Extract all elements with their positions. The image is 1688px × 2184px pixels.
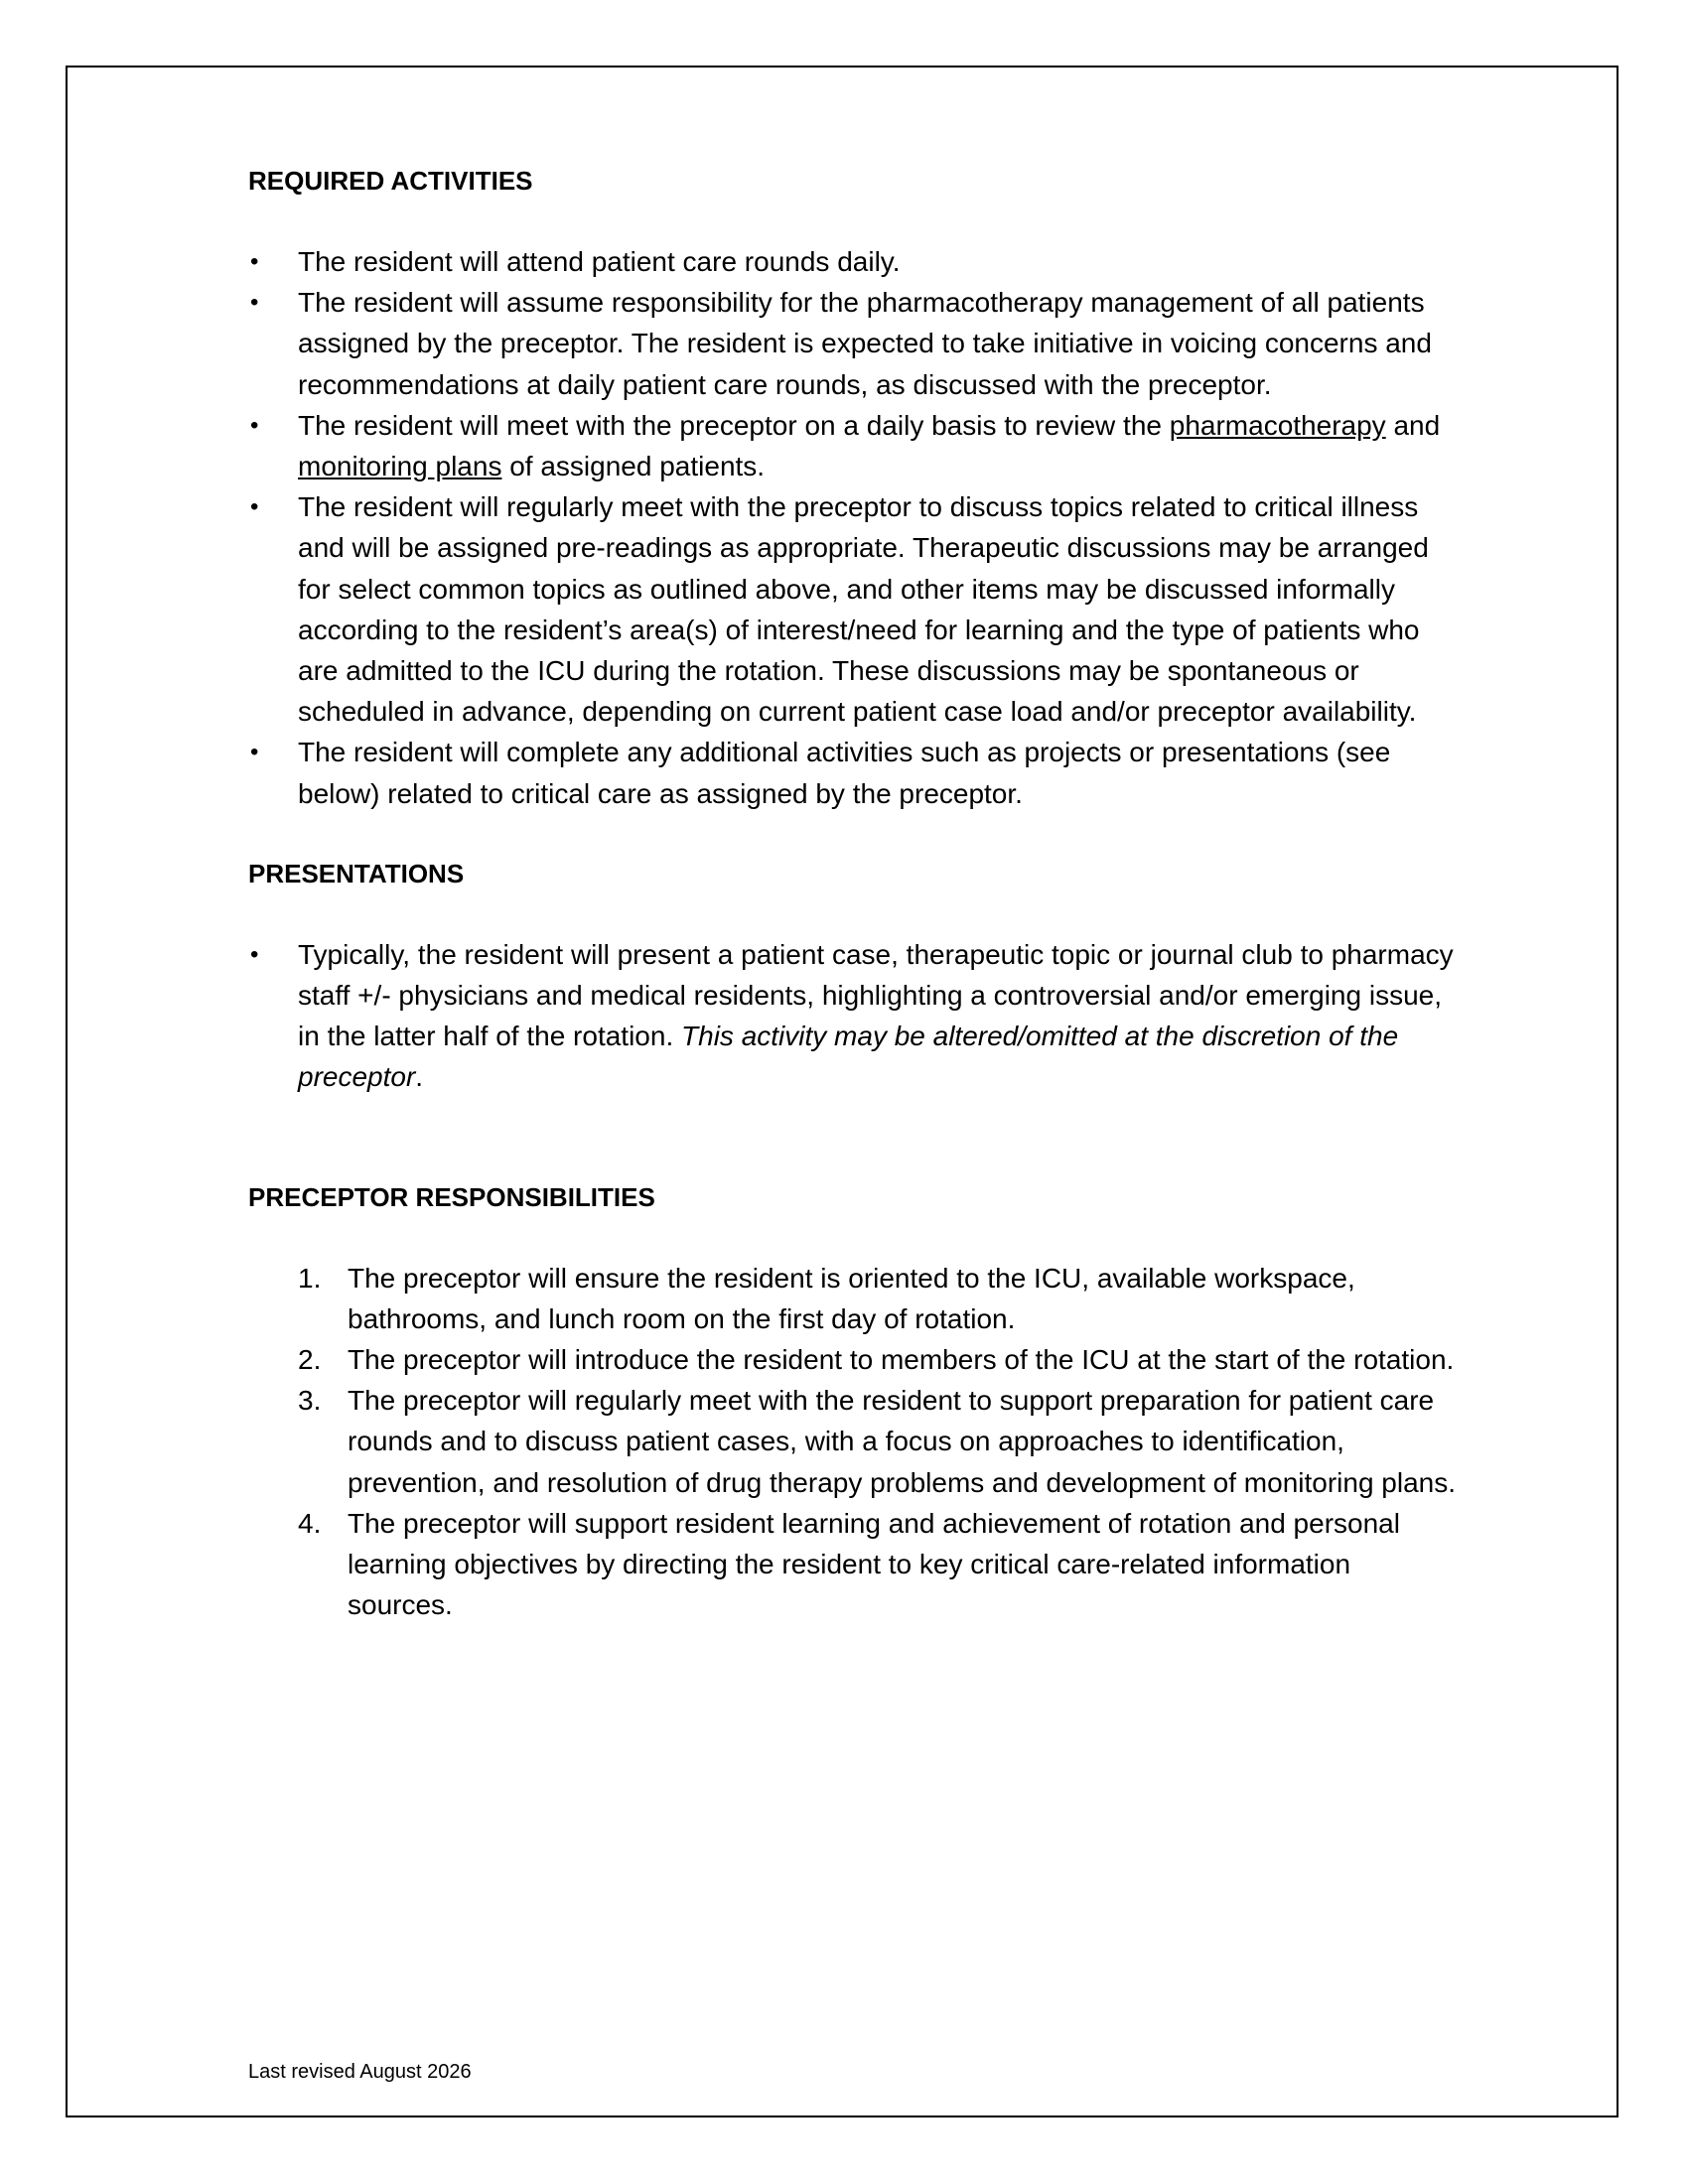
required-activities-list [248,241,1460,814]
bullet-icon: • [250,411,259,439]
required-activities-heading: REQUIRED ACTIVITIES [248,166,533,196]
bullet-icon: • [250,248,259,275]
bullet-icon: • [250,493,259,521]
list-item: 3. The preceptor will regularly meet with the resident to support preparation for patient care rounds and to discuss patient cases, with a focus on approaches to identification, prevention, and resolution of drug therapy problems and development of monitoring plans. [248,1380,1460,1503]
list-item: • The resident will complete any additional activities such as projects or presentations (see below) related to critical care as assigned by the preceptor. [248,732,1460,813]
pharmacotherapy-underlined-text: pharmacotherapy [1169,409,1386,441]
list-number: 3. [298,1385,322,1417]
bullet-icon: • [250,289,259,317]
list-item: 4. The preceptor will support resident learning and achievement of rotation and personal learning objectives by directing the resident to key critical care-related information sources. [248,1503,1460,1626]
bullet-icon: • [250,940,259,968]
presentations-heading: PRESENTATIONS [248,858,465,888]
preceptor-responsibilities-heading: PRECEPTOR RESPONSIBILITIES [248,1181,655,1212]
footer-revision-date: Last revised August 2026 [248,2061,472,2083]
list-item: • The resident will meet with the preceptor on a daily basis to review the pharmacotherapy and monitoring plans of assigned patients. [248,405,1460,486]
list-item: 2. The preceptor will introduce the resident to members of the ICU at the start of the rotation. [248,1339,1460,1380]
list-item: • Typically, the resident will present a patient case, therapeutic topic or journal club to pharmacy staff +/- physicians and medical residents, highlighting a controversial and/or emerging issue, in the latter half of the rotation. This activity may be altered/omitted at the discretion of the preceptor. [248,934,1460,1098]
list-item: 1. The preceptor will ensure the resident is oriented to the ICU, available workspace, bathrooms, and lunch room on the first day of rotation. [248,1258,1460,1339]
italic-note: This activity may be altered/omitted at the discretion of the preceptor [298,1021,1399,1093]
list-number: 1. [298,1262,322,1294]
list-number: 4. [298,1507,322,1539]
monitoring-plans-underlined-text: monitoring plans [298,451,502,482]
document-body [248,159,1460,1625]
list-item: • The resident will assume responsibility for the pharmacotherapy management of all patients assigned by the preceptor. The resident is expected to take initiative in voicing concerns and recommendations at daily patient care rounds, as discussed with the preceptor. [248,282,1460,405]
presentations-list [248,934,1460,1098]
list-item: • The resident will attend patient care rounds daily. [248,241,1460,282]
list-item: • The resident will regularly meet with the preceptor to discuss topics related to critical illness and will be assigned pre-readings as appropriate. Therapeutic discussions may be arranged for select common topics as outlined above, and other items may be discussed informally according to the resident’s area(s) of interest/need for learning and the type of patients who are admitted to the ICU during the rotation. These discussions may be spontaneous or scheduled in advance, depending on current patient case load and/or preceptor availability. [248,486,1460,732]
bullet-icon: • [250,739,259,766]
preceptor-responsibilities-list [248,1258,1460,1626]
list-number: 2. [298,1344,322,1376]
